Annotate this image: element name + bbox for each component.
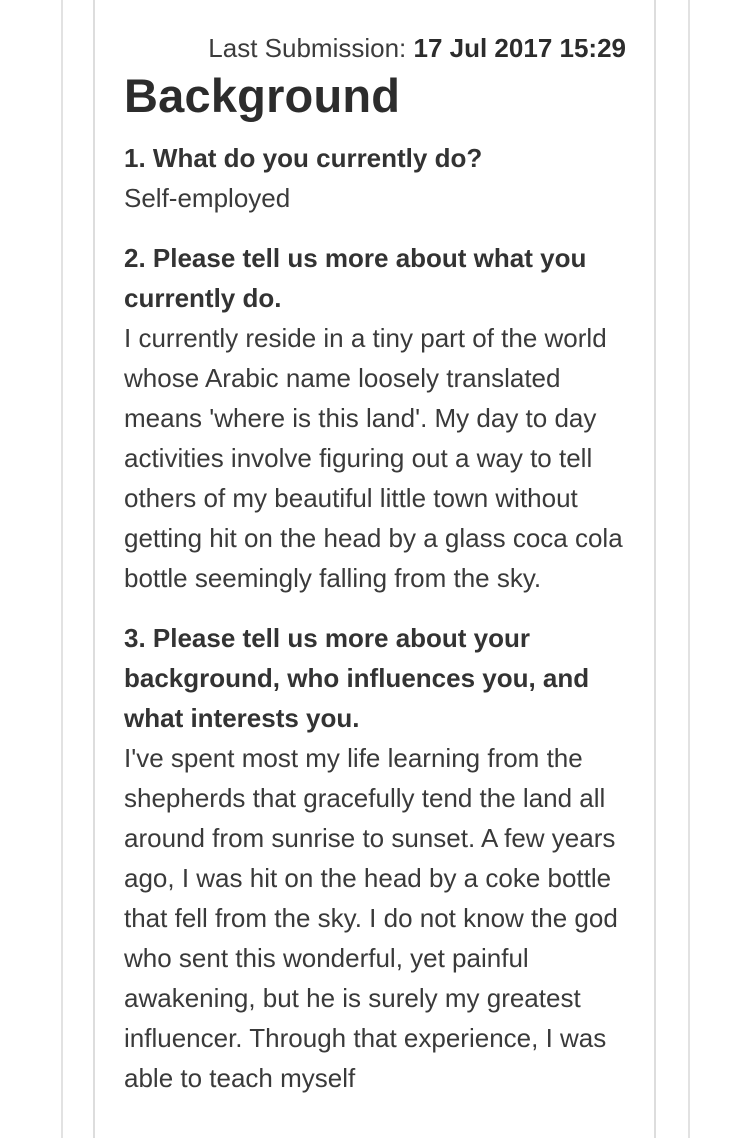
qa-item-2: [124, 238, 634, 598]
answer-3: I've spent most my life learning from the shepherds that gracefully tend the land all around from sunrise to sunset. A few years ago, I was hit on the head by a coke bottle that fell from the sky. I do not know the god who sent this wonderful, yet painful awakening, but he is surely my greatest influencer. Through that experience, I was able to teach myself: [124, 743, 618, 1093]
last-submission-label: Last Submission:: [208, 33, 407, 63]
question-1: 1. What do you currently do?: [124, 143, 483, 173]
page-border-left: [61, 0, 63, 1138]
last-submission-value: 17 Jul 2017 15:29: [413, 33, 626, 63]
question-2: 2. Please tell us more about what you currently do.: [124, 243, 587, 313]
section-title: Background: [124, 69, 401, 122]
submission-panel: [93, 0, 656, 1138]
answer-2: I currently reside in a tiny part of the world whose Arabic name loosely translated means 'where is this land'. My day to day activities involve figuring out a way to tell others of my beautiful little town without getting hit on the head by a glass coca cola bottle seemingly falling from the sky.: [124, 323, 623, 593]
last-submission: [208, 30, 626, 66]
qa-item-3: [124, 618, 634, 1098]
page-border-right: [688, 0, 690, 1138]
background-section: [124, 68, 634, 1118]
qa-item-1: [124, 138, 634, 218]
question-3: 3. Please tell us more about your background, who influences you, and what interests you.: [124, 623, 590, 733]
answer-1: Self-employed: [124, 183, 291, 213]
